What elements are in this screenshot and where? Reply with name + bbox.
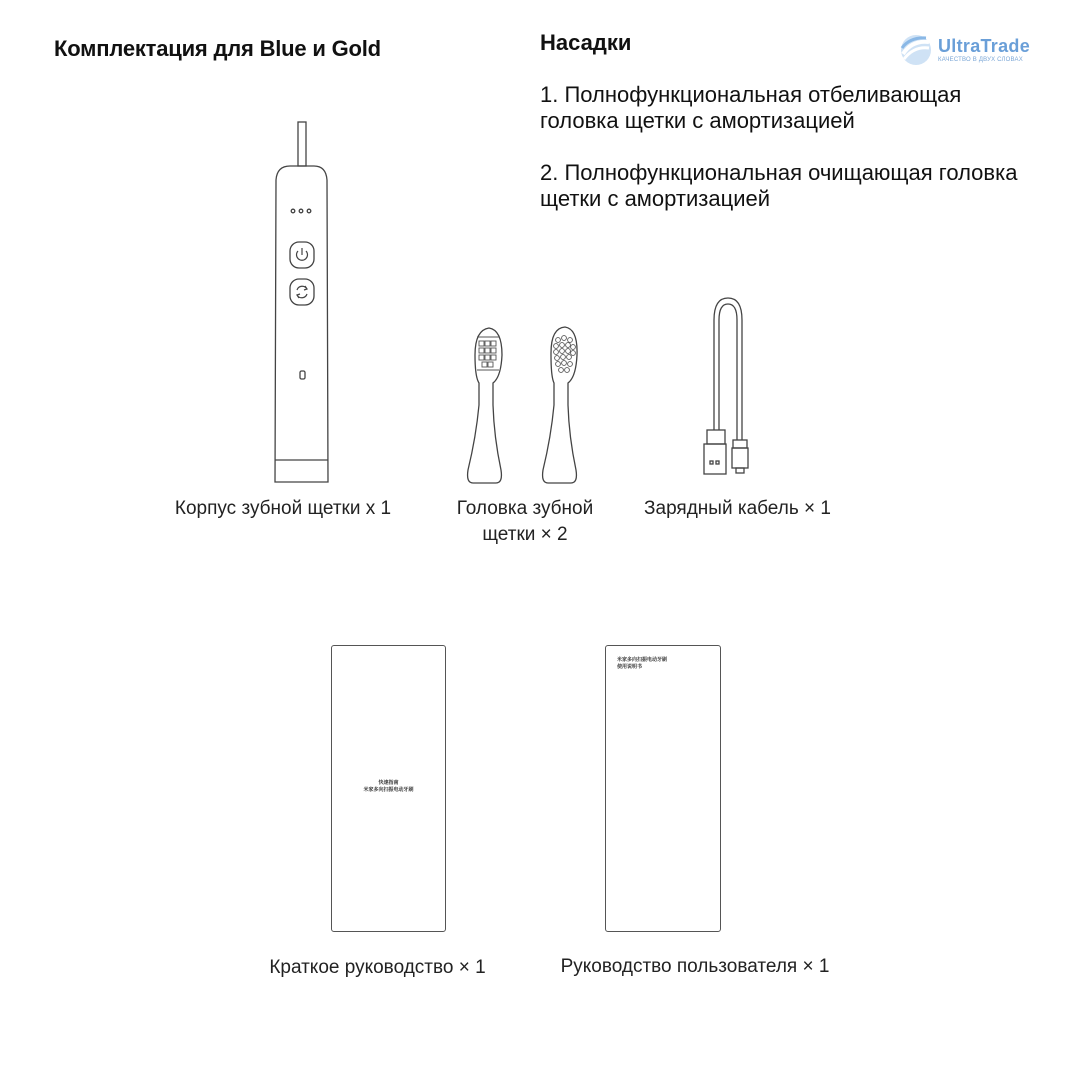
user-manual-text-1: 米家多向扫振电动牙刷: [617, 657, 668, 663]
mode-switch-icon: [297, 286, 307, 298]
brand-logo: [900, 34, 1050, 70]
user-manual-text-2: 使用说明书: [617, 664, 643, 670]
brush-heads-caption-line1: Головка зубной: [456, 498, 594, 519]
logo-tagline: КАЧЕСТВО В ДВУХ СЛОВАХ: [938, 57, 1023, 63]
brush-heads-illustration: [465, 325, 595, 487]
logo-name: UltraTrade: [938, 36, 1031, 56]
user-manual-caption: Руководство пользователя × 1: [560, 956, 830, 977]
user-manual-illustration: [605, 645, 721, 932]
quick-guide-text-1: 快速指南: [378, 780, 399, 786]
quick-guide-text-2: 米家多向扫振电动牙刷: [363, 787, 414, 793]
charging-cable-illustration: [692, 295, 762, 480]
toothbrush-body-caption: Корпус зубной щетки x 1: [174, 498, 392, 519]
nozzle-item-2: 2. Полнофункциональная очищающая головка щетки с амортизацией: [540, 160, 1018, 211]
charging-cable-caption: Зарядный кабель × 1: [644, 498, 831, 519]
logo-icon: [900, 34, 932, 66]
toothbrush-body-illustration: [268, 120, 338, 485]
quick-guide-caption: Краткое руководство × 1: [269, 957, 486, 978]
brush-heads-caption-line2: щетки × 2: [482, 524, 568, 545]
nozzles-heading: Насадки: [540, 30, 632, 55]
nozzle-item-1: 1. Полнофункциональная отбеливающая головка щетки с амортизацией: [540, 82, 962, 133]
power-icon: [297, 248, 308, 260]
brush-heads-caption: [430, 496, 620, 548]
quick-guide-illustration: [331, 645, 446, 932]
page-title: Комплектация для Blue и Gold: [54, 36, 381, 61]
